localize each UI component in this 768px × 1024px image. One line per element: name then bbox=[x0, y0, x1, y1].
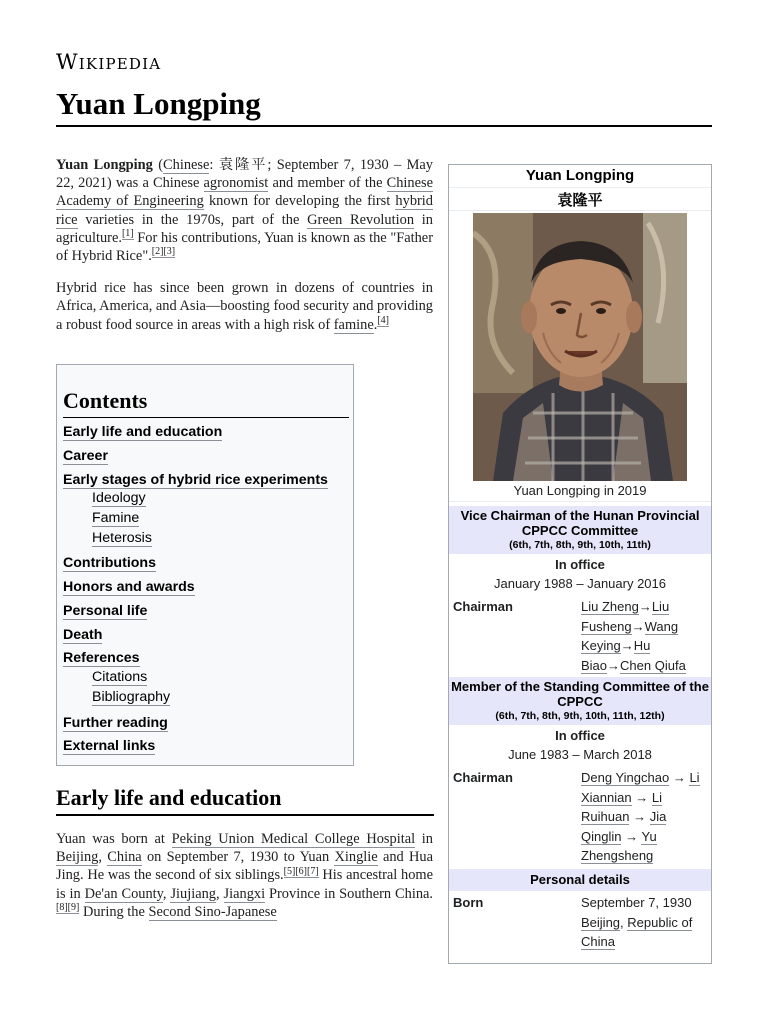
citation-ref-4[interactable]: [4] bbox=[377, 314, 390, 326]
chairman-label: Chairman bbox=[453, 599, 513, 614]
link-chairman[interactable]: Li Xiannian bbox=[581, 770, 700, 805]
toc-item-heterosis[interactable]: Heterosis bbox=[92, 530, 152, 546]
link-birthplace-city[interactable]: Beijing bbox=[581, 914, 621, 930]
personal-details-header bbox=[449, 869, 711, 891]
link-chairman[interactable]: Hu Biao bbox=[581, 638, 651, 673]
link-jiangxi[interactable]: Jiangxi bbox=[223, 885, 266, 902]
text-run: Yuan was born at bbox=[56, 831, 172, 847]
link-chairman[interactable]: Wang Keying bbox=[581, 618, 679, 654]
born-date: September 7, 1930 bbox=[581, 895, 692, 910]
text-run: and Hua Jing. He was the second of six siblings. bbox=[56, 849, 434, 884]
link-second-sino-japanese-war[interactable]: Second Sino-Japanese bbox=[148, 903, 277, 920]
link-peking-union-hospital[interactable]: Peking Union Medical College Hospital bbox=[171, 831, 416, 847]
link-green-revolution[interactable]: Green Revolution bbox=[307, 211, 415, 228]
citation-ref-9[interactable]: [9] bbox=[67, 902, 80, 914]
text-run: in agriculture. bbox=[56, 211, 433, 246]
infobox-native-name: 袁隆平 bbox=[557, 192, 603, 209]
toc-item-further-reading[interactable]: Further reading bbox=[63, 715, 168, 731]
link-chairman[interactable]: Deng Yingchao bbox=[581, 770, 670, 785]
infobox-divider bbox=[449, 210, 711, 211]
text-run: Hybrid rice has since been grown in dozens of countries in Africa, America, and Asia—boosting food security and providing a robust food source in areas with a high risk of bbox=[56, 280, 433, 333]
title-divider bbox=[56, 125, 712, 127]
infobox-divider bbox=[449, 187, 711, 188]
link-beijing[interactable]: Beijing bbox=[56, 849, 99, 866]
text-run: : 袁隆平; September 7, 1930 – May 22, 2021) was a Chinese bbox=[56, 157, 433, 192]
office-header-hunan-cppcc bbox=[449, 506, 711, 554]
toc-item-external-links[interactable]: External links bbox=[63, 738, 156, 754]
born-label: Born bbox=[453, 895, 484, 910]
arrow-icon: → bbox=[620, 638, 634, 654]
link-chinese-academy-of-engineering[interactable]: Chinese Academy of Engineering bbox=[56, 175, 433, 210]
link-chairman[interactable]: Yu Zhengsheng bbox=[581, 828, 657, 864]
page-title: Yuan Longping bbox=[56, 86, 261, 121]
lead-section bbox=[56, 156, 433, 348]
citation-ref-8[interactable]: [8] bbox=[56, 902, 68, 914]
section-early-life-paragraph bbox=[56, 830, 433, 921]
toc-item-early-life[interactable]: Early life and education bbox=[63, 424, 223, 440]
portrait-photo[interactable] bbox=[473, 213, 687, 481]
in-office-label: In office bbox=[555, 728, 605, 743]
toc-item-personal-life[interactable]: Personal life bbox=[63, 603, 148, 619]
toc-item-famine[interactable]: Famine bbox=[92, 510, 140, 526]
link-chairman[interactable]: Li Ruihuan bbox=[581, 789, 662, 825]
link-chinese[interactable]: Chinese bbox=[163, 157, 210, 173]
section-divider bbox=[56, 814, 434, 816]
link-famine[interactable]: famine bbox=[333, 316, 374, 333]
toc-item-ideology[interactable]: Ideology bbox=[92, 490, 146, 506]
link-chairman[interactable]: Liu Zheng bbox=[581, 599, 639, 614]
infobox-divider bbox=[449, 501, 711, 502]
office-header-cppcc-standing bbox=[449, 677, 711, 725]
office-terms: (6th, 7th, 8th, 9th, 10th, 11th, 12th) bbox=[495, 710, 665, 722]
born-value: September 7, 1930 Beijing, Republic of China bbox=[581, 895, 693, 950]
portrait-caption: Yuan Longping in 2019 bbox=[513, 483, 647, 498]
section-title: Personal details bbox=[530, 872, 630, 887]
subject-name: Yuan Longping bbox=[56, 157, 153, 173]
toc-item-bibliography[interactable]: Bibliography bbox=[92, 689, 171, 705]
arrow-icon: → bbox=[633, 809, 647, 825]
text-run: and member of the bbox=[268, 175, 387, 192]
lead-paragraph-2 bbox=[56, 279, 433, 334]
text-run: . bbox=[373, 316, 378, 333]
link-birthplace-country[interactable]: Republic of China bbox=[581, 914, 693, 950]
in-office-label: In office bbox=[555, 557, 605, 572]
text-run: Province in Southern China. bbox=[265, 885, 434, 902]
arrow-icon: → bbox=[638, 599, 652, 614]
infobox bbox=[448, 164, 712, 964]
text-run: , bbox=[216, 885, 224, 902]
text-run: on September 7, 1930 to Yuan bbox=[141, 849, 335, 866]
toc-item-career[interactable]: Career bbox=[63, 448, 108, 464]
link-chairman[interactable]: Chen Qiufa bbox=[620, 657, 686, 673]
text-run: in bbox=[415, 831, 434, 847]
office-title: Member of the Standing Committee of the CPPCC bbox=[451, 679, 709, 709]
text-run: During the bbox=[79, 903, 149, 920]
section-heading-early-life: Early life and education bbox=[56, 785, 282, 810]
arrow-icon: → bbox=[631, 618, 645, 634]
lead-paragraph-1 bbox=[56, 156, 433, 265]
chairman-list bbox=[581, 597, 709, 675]
arrow-icon: → bbox=[625, 828, 639, 844]
text-run: For his contributions, Yuan is known as the "Father of Hybrid Rice". bbox=[56, 229, 433, 265]
link-dean-county[interactable]: De'an County bbox=[84, 885, 163, 902]
citation-ref-3[interactable]: [3] bbox=[163, 246, 176, 258]
office-terms: (6th, 7th, 8th, 9th, 10th, 11th) bbox=[509, 539, 651, 551]
toc-item-contributions[interactable]: Contributions bbox=[63, 555, 156, 571]
toc-item-citations[interactable]: Citations bbox=[92, 669, 148, 685]
table-of-contents bbox=[56, 364, 354, 766]
text-run: ( bbox=[152, 157, 164, 173]
wikipedia-logo[interactable]: Wikipedia bbox=[56, 50, 162, 74]
citation-ref-2[interactable]: [2] bbox=[151, 246, 164, 258]
link-chairman[interactable]: Liu Fusheng bbox=[581, 599, 670, 634]
chairman-label: Chairman bbox=[453, 770, 513, 785]
toc-item-death[interactable]: Death bbox=[63, 627, 103, 643]
toc-item-honors[interactable]: Honors and awards bbox=[63, 579, 195, 595]
toc-title: Contents bbox=[63, 388, 148, 413]
link-agronomist[interactable]: agronomist bbox=[203, 175, 269, 192]
link-chairman[interactable]: Jia Qinglin bbox=[581, 809, 667, 844]
text-run: known for developing the first bbox=[203, 193, 396, 210]
link-xinglie[interactable]: Xinglie bbox=[334, 849, 378, 866]
arrow-icon: → bbox=[635, 789, 649, 805]
chairman-list bbox=[581, 768, 709, 866]
link-jiujiang[interactable]: Jiujiang bbox=[170, 885, 217, 902]
toc-item-early-stages[interactable]: Early stages of hybrid rice experiments bbox=[63, 472, 328, 488]
text-run: , bbox=[98, 849, 108, 866]
link-china[interactable]: China bbox=[107, 849, 142, 866]
arrow-icon: → bbox=[607, 657, 621, 673]
text-run: , bbox=[162, 885, 171, 902]
citation-ref-5[interactable]: [5] bbox=[283, 865, 296, 877]
link-hybrid-rice[interactable]: hybrid rice bbox=[56, 193, 433, 228]
citation-ref-1[interactable]: [1] bbox=[121, 228, 134, 240]
toc-divider bbox=[63, 417, 349, 418]
text-run: His ancestral home is in bbox=[56, 867, 433, 902]
text-run: varieties in the 1970s, part of the bbox=[77, 211, 308, 228]
office-dates: January 1988 – January 2016 bbox=[493, 576, 666, 591]
arrow-icon: → bbox=[672, 770, 686, 785]
office-title: Vice Chairman of the Hunan Provincial CPPCC Committee bbox=[460, 508, 700, 538]
citation-ref-6[interactable]: [6] bbox=[295, 865, 307, 877]
infobox-name: Yuan Longping bbox=[525, 167, 635, 184]
citation-ref-7[interactable]: [7] bbox=[307, 865, 319, 877]
office-dates: June 1983 – March 2018 bbox=[508, 747, 652, 762]
toc-item-references[interactable]: References bbox=[63, 650, 140, 666]
